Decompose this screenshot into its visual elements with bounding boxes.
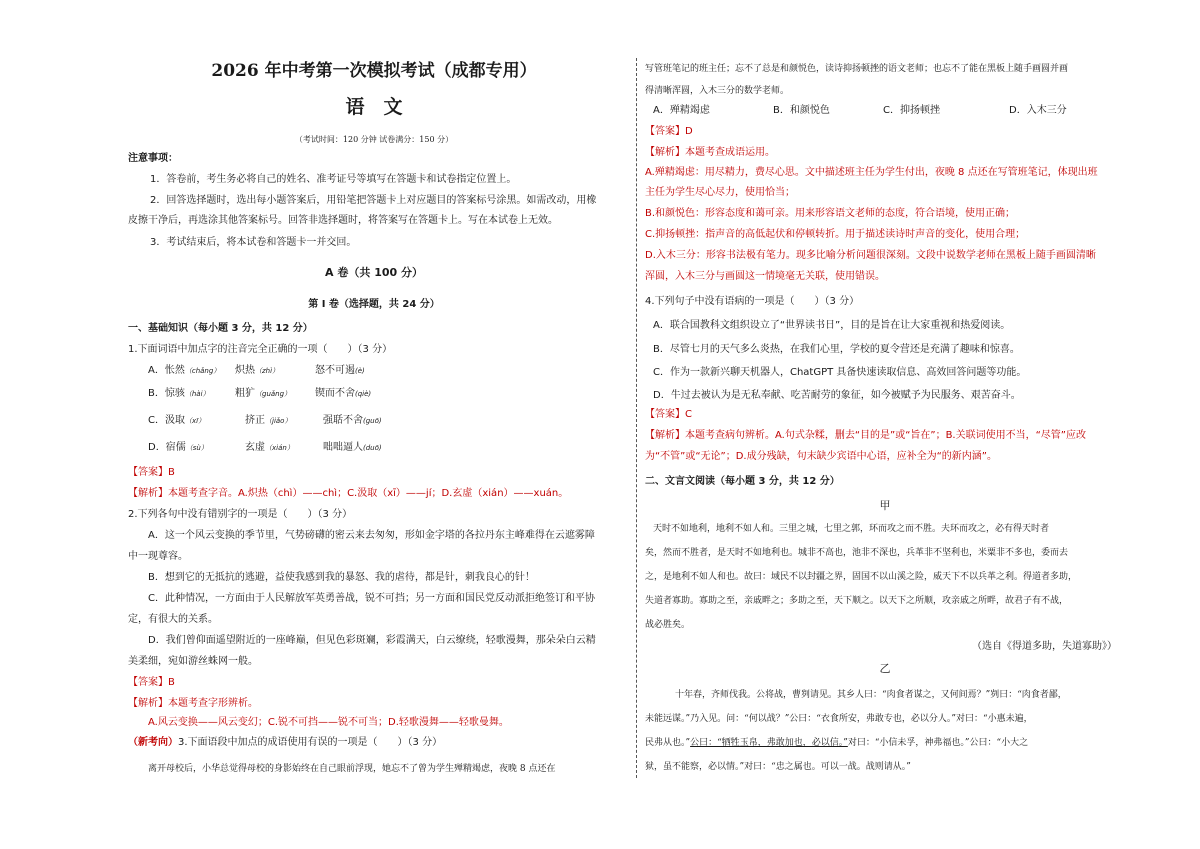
- yi-line-3: 民弗从也。”公曰：“牺牲玉帛，弗敢加也，必以信。”对曰：“小信未孚，神弗福也。”公曰：“小大之: [645, 738, 1029, 748]
- jia-line-3: 之，是地利不如人和也。故曰：域民不以封疆之界，固国不以山溪之险，威天下不以兵革之利。得道者多助，: [645, 572, 1078, 582]
- section-2-heading: 二、文言文阅读（每小题 3 分，共 12 分）: [645, 476, 840, 487]
- q1-option-a-3: 怒不可遏(è): [315, 365, 365, 376]
- yi-line-2: 未能远谋。”乃入见。问：“何以战？”公曰：“衣食所安，弗敢专也，必以分人。”对曰：“小惠未遍，: [645, 714, 1033, 724]
- q3-passage-cont: 写管班笔记的班主任；忘不了总是和颜悦色，读诗抑扬顿挫的语文老师；也忘不了能在黑板上随手画圆并画: [645, 64, 1069, 74]
- q1-analysis: 【解析】本题考查字音。A.炽热（chì）——chì；C.汲取（xī）——jí；D.玄虚（xián）——xuán。: [128, 488, 569, 499]
- exam-info: （考试时间：120 分钟 试卷满分：150 分）: [294, 135, 454, 144]
- q1-option-d-3: 咄咄逼人(duō): [323, 442, 382, 453]
- q3-analysis: 【解析】本题考查成语运用。: [645, 147, 775, 158]
- section-a-heading: A 卷（共 100 分）: [325, 266, 423, 279]
- q3-line: [128, 736, 442, 750]
- q2-answer: 【答案】B: [128, 677, 175, 688]
- q1-option-c-3: 强聒不舍(guō): [323, 415, 382, 426]
- section-1-heading: 一、基础知识（每小题 3 分，共 12 分）: [128, 323, 313, 334]
- q4-analysis-cont: 为“不管”或“无论”；D.成分残缺，句末缺少宾语中心语，应补全为“的新内涵”。: [645, 451, 997, 462]
- right-column: [645, 0, 1125, 849]
- q1-option-b: B．惊骇（hài）: [148, 388, 210, 399]
- q1-option-b-3: 锲而不舍(qiè): [315, 388, 372, 399]
- q2-option-c: C．此种情况，一方面由于人民解放军英勇善战，锐不可挡；另一方面和国民党反动派拒绝签订和平协: [148, 593, 595, 604]
- q3-passage: 离开母校后，小华总觉得母校的身影始终在自己眼前浮现，她忘不了曾为学生殚精竭虑，夜晚 8 点还在: [148, 764, 556, 774]
- q2-option-c-cont: 定，有很大的关系。: [128, 614, 218, 625]
- q4-option-a: A．联合国教科文组织设立了“世界读书日”，目的是旨在让大家重视和热爱阅读。: [653, 320, 1011, 331]
- q4-answer: 【答案】C: [645, 409, 692, 420]
- q2-option-a-cont: 中一现尊容。: [128, 551, 188, 562]
- q3-option-d: D．入木三分: [1009, 105, 1067, 116]
- q2-option-a: A．这一个风云变换的季节里，气势磅礴的密云来去匆匆，形如金字塔的各拉丹东主峰难得在云遮雾障: [148, 530, 595, 541]
- q3-option-c: C．抑扬顿挫: [883, 105, 940, 116]
- jia-line-1: 天时不如地利，地利不如人和。三里之城，七里之郭，环而攻之而不胜。夫环而攻之，必有得天时者: [653, 524, 1050, 534]
- q3-analysis-a-cont: 主任为学生尽心尽力，使用恰当；: [645, 187, 795, 198]
- yi-line-4: 狱，虽不能察，必以情。”对曰：“忠之属也。可以一战。战则请从。”: [645, 762, 911, 772]
- q3-option-b: B．和颜悦色: [773, 105, 830, 116]
- q2-option-d: D．我们曾仰面遥望附近的一座峰巅，但见色彩斑斓，彩霞满天，白云缭绕，轻歌漫舞，那朵朵白云精: [148, 635, 596, 646]
- q2-option-d-cont: 美柔细，宛如游丝蛛网一般。: [128, 656, 258, 667]
- q3-passage-end: 得清晰浑圆，入木三分的数学老师。: [645, 86, 790, 96]
- q4-option-d: D．牛过去被认为是无私奉献、吃苦耐劳的象征，如今被赋予为民服务、艰苦奋斗。: [653, 390, 1021, 401]
- q3-analysis-b: B.和颜悦色：形容态度和蔼可亲。用来形容语文老师的态度，符合语境，使用正确；: [645, 208, 1016, 219]
- q1-option-d-2: 玄虚（xián）: [245, 442, 294, 453]
- passage-jia-label: 甲: [879, 499, 891, 512]
- q1-option-d: D．宿儒（sù）: [148, 442, 208, 453]
- notice-item-3: 3．考试结束后，将本试卷和答题卡一并交回。: [150, 237, 357, 248]
- exam-title: 2026 年中考第一次模拟考试（成都专用）: [211, 61, 537, 81]
- q4-analysis: 【解析】本题考查病句辨析。A.句式杂糅，删去“目的是”或“旨在”；B.关联词使用不当，“尽管”应改: [645, 430, 1086, 441]
- q1-stem: 1.下面词语中加点字的注音完全正确的一项（ ）（3 分）: [128, 344, 393, 355]
- jia-line-5: 战必胜矣。: [645, 620, 691, 630]
- q1-option-a-2: 炽热（zhì）: [235, 365, 280, 376]
- subject-title: 语 文: [345, 96, 403, 118]
- q1-option-c: C．汲取（xī）: [148, 415, 206, 426]
- part-1-heading: 第 I 卷（选择题，共 24 分）: [308, 299, 440, 310]
- left-column: [118, 0, 630, 849]
- jia-line-4: 失道者寡助。寡助之至，亲戚畔之；多助之至，天下顺之。以天下之所顺，攻亲戚之所畔，故君子有不战，: [645, 596, 1069, 606]
- q1-answer: 【答案】B: [128, 467, 175, 478]
- q2-stem: 2.下列各句中没有错别字的一项是（ ）（3 分）: [128, 509, 353, 520]
- q1-option-a: A．怅然（chǎng）: [148, 365, 221, 376]
- q3-analysis-a: A.殚精竭虑：用尽精力，费尽心思。文中描述班主任为学生付出，夜晚 8 点还在写管班笔记，体现出班: [645, 167, 1098, 178]
- q3-option-a: A．殚精竭虑: [653, 105, 710, 116]
- q4-stem: 4.下列句子中没有语病的一项是（ ）（3 分）: [645, 296, 860, 307]
- notice-item-2-cont: 皮擦干净后，再选涂其他答案标号。回答非选择题时，将答案写在答题卡上。写在本试卷上无效。: [128, 215, 558, 226]
- jia-line-2: 矣，然而不胜者，是天时不如地利也。城非不高也，池非不深也，兵革非不坚利也，米粟非不多也，委而去: [645, 548, 1069, 558]
- q3-stem: 3.下面语段中加点的成语使用有误的一项是（ ）（3 分）: [178, 737, 443, 748]
- q1-option-b-2: 粗犷（guǎng）: [235, 388, 292, 399]
- q2-analysis: 【解析】本题考查字形辨析。: [128, 698, 258, 709]
- q3-new-tag: （新考向）: [128, 737, 178, 748]
- q2-analysis-detail: A.风云变换——风云变幻；C.锐不可挡——锐不可当；D.轻歌漫舞——轻歌曼舞。: [148, 717, 509, 728]
- passage-source: （选自《得道多助，失道寡助》）: [972, 641, 1117, 652]
- q2-option-b: B．想到它的无抵抗的逃避，益使我感到我的暴怒、我的虐待，都是针，刺我良心的针！: [148, 572, 535, 583]
- q4-option-c: C．作为一款新兴聊天机器人，ChatGPT 具备快速读取信息、高效回答问题等功能。: [653, 367, 1027, 378]
- notice-heading: 注意事项：: [128, 153, 178, 164]
- passage-yi-label: 乙: [879, 662, 891, 675]
- q1-option-c-2: 挤正（jiǎo）: [245, 415, 292, 426]
- column-divider: [636, 58, 637, 778]
- notice-item-2: 2．回答选择题时，选出每小题答案后，用铅笔把答题卡上对应题目的答案标号涂黑。如需改动，用橡: [150, 195, 597, 206]
- q4-option-b: B．尽管七月的天气多么炎热，在我们心里，学校的夏令营还是充满了趣味和惊喜。: [653, 344, 1020, 355]
- yi-underlined-sentence: 公曰：“牺牲玉帛，弗敢加也，必以信。”: [690, 738, 848, 748]
- yi-line-1: 十年春，齐师伐我。公将战，曹刿请见。其乡人曰：“肉食者谋之，又何间焉？”刿曰：“肉食者鄙，: [675, 690, 1067, 700]
- q3-answer: 【答案】D: [645, 126, 693, 137]
- notice-item-1: 1．答卷前，考生务必将自己的姓名、准考证号等填写在答题卡和试卷指定位置上。: [150, 174, 517, 185]
- q3-analysis-d-cont: 浑圆，入木三分与画圆这一情境毫无关联，使用错误。: [645, 271, 885, 282]
- q3-analysis-d: D.入木三分：形容书法极有笔力。现多比喻分析问题很深刻。文段中说数学老师在黑板上随手画圆清晰: [645, 250, 1096, 261]
- q3-analysis-c: C.抑扬顿挫：指声音的高低起伏和停顿转折。用于描述读诗时声音的变化，使用合理；: [645, 229, 1026, 240]
